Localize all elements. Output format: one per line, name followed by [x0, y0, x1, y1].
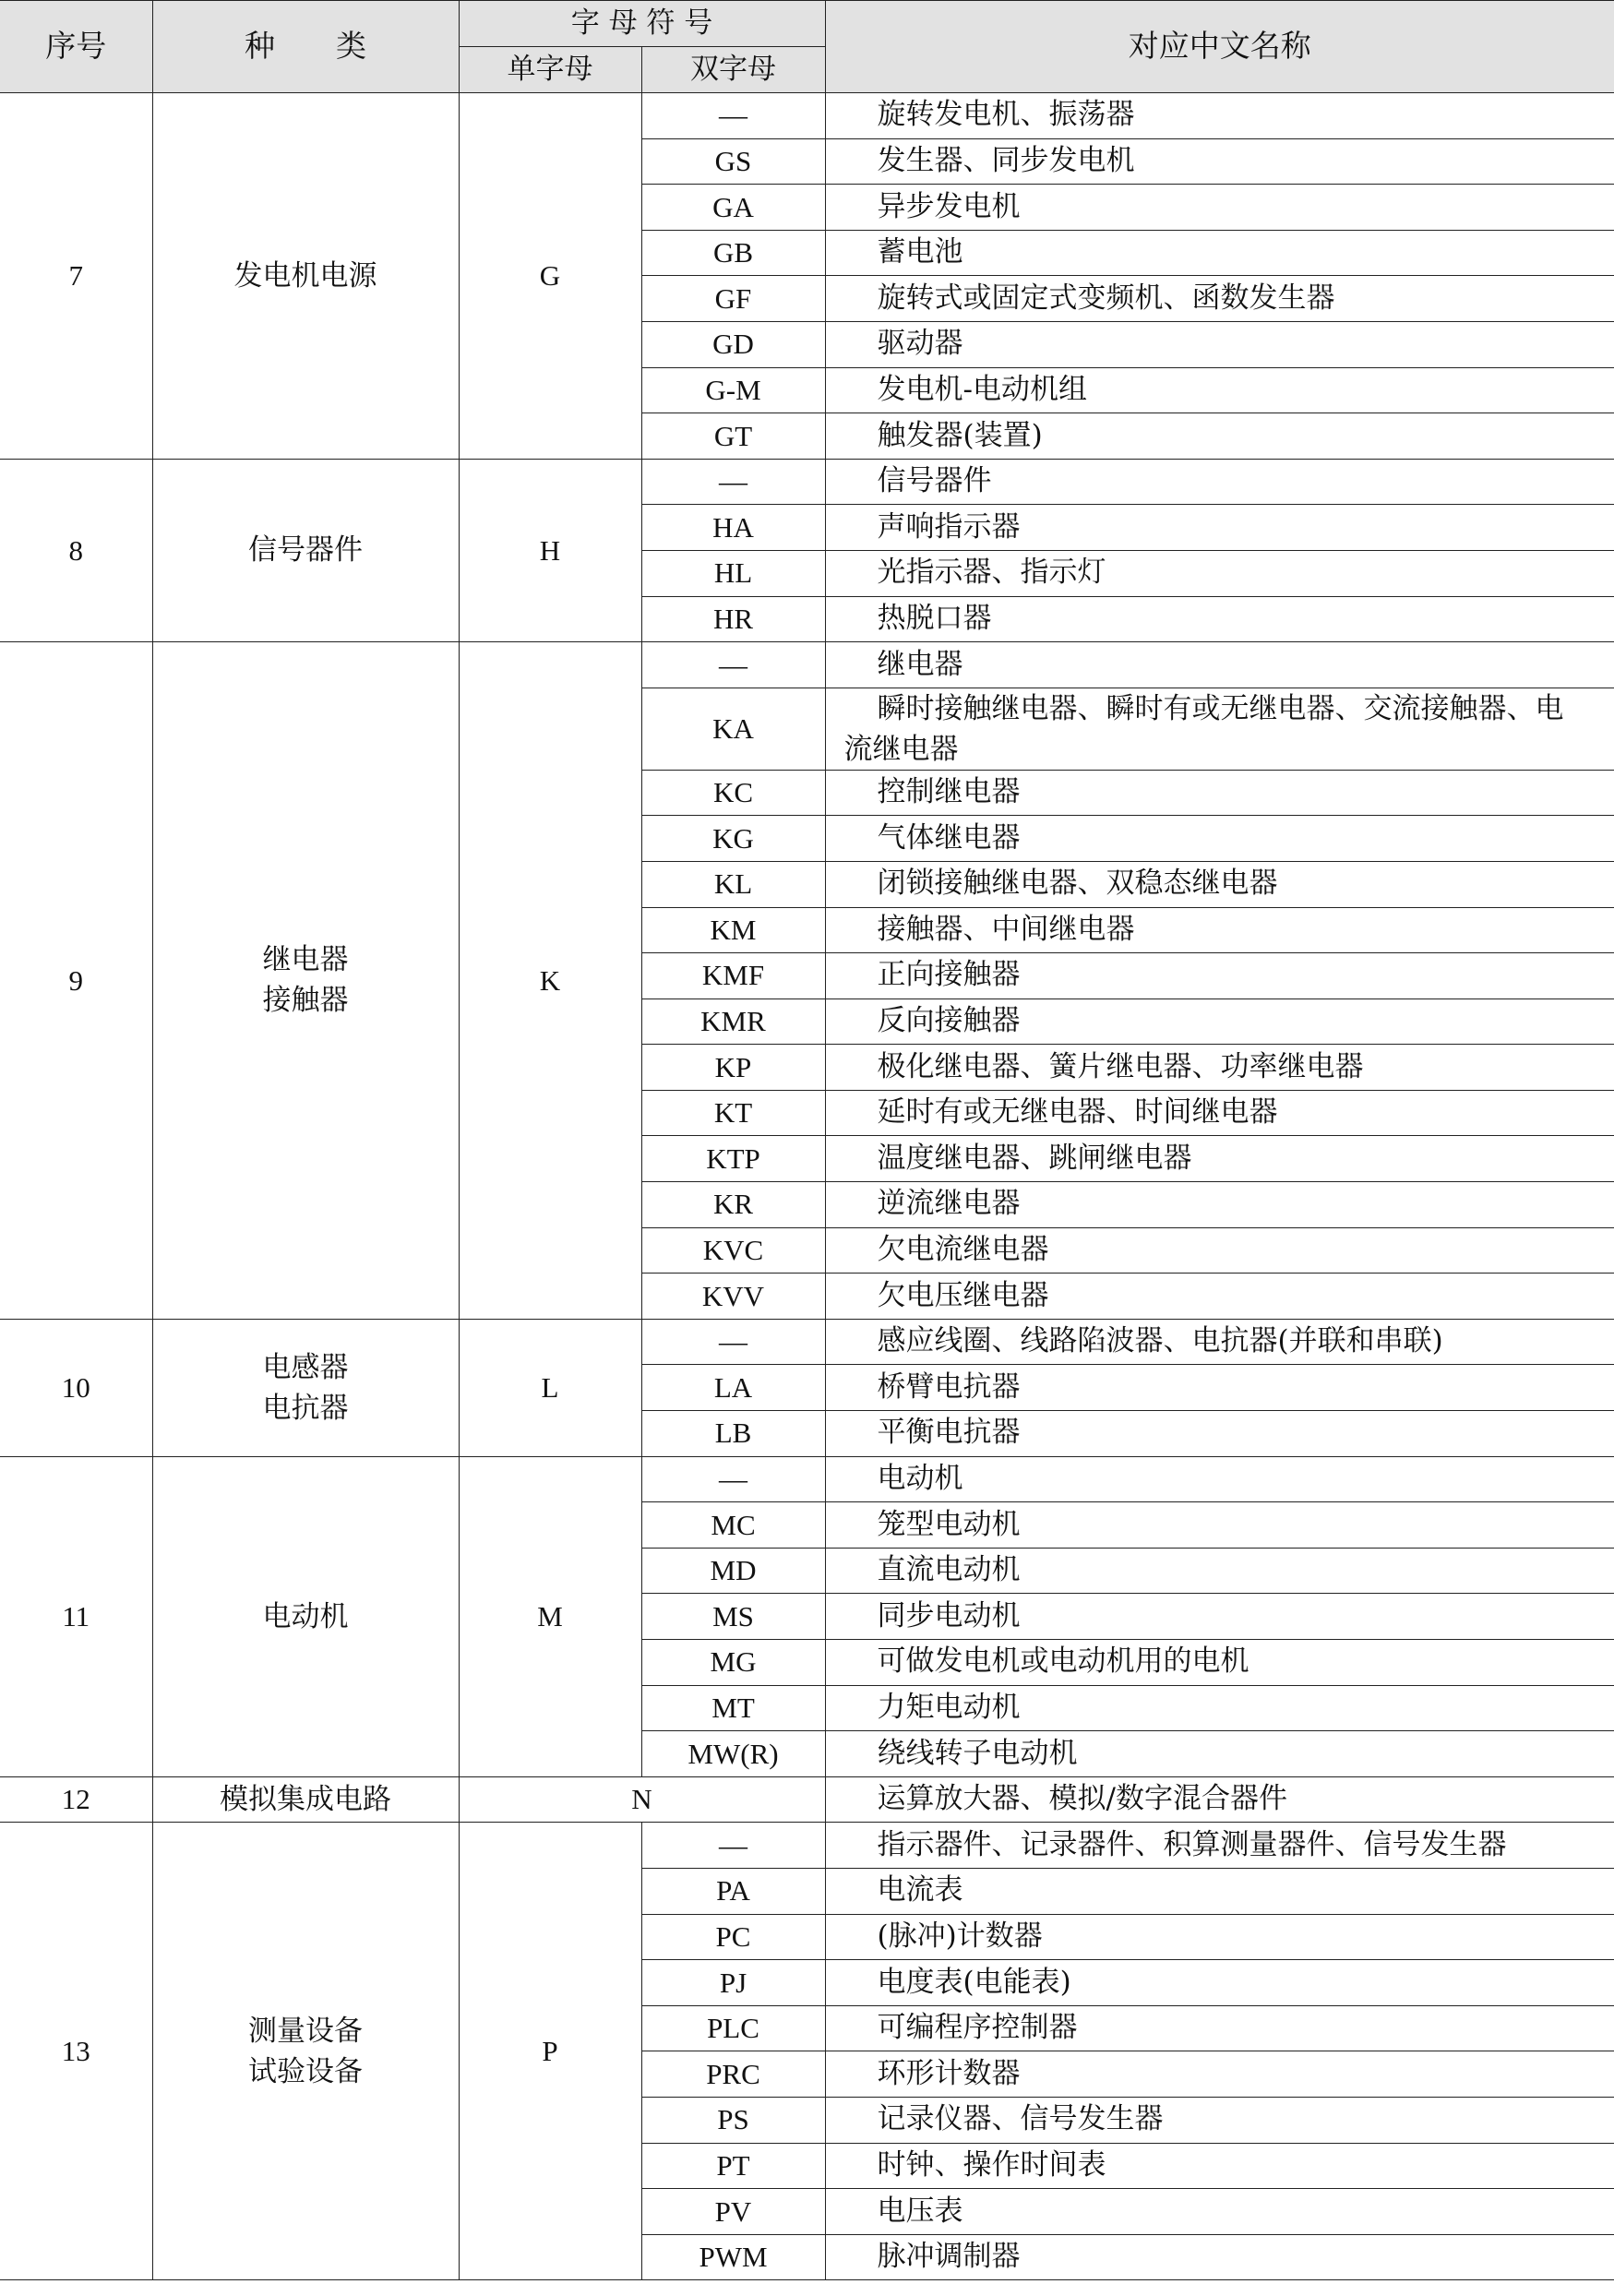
row-double-letter: KT	[641, 1090, 825, 1136]
row-chinese-name-text: 光指示器、指示灯	[877, 556, 1106, 590]
row-double-letter: KMF	[641, 953, 825, 999]
row-chinese-name-text: 电流表	[877, 1873, 963, 1907]
row-type-line: 试验设备	[248, 2054, 363, 2088]
row-type	[152, 1823, 459, 2280]
row-chinese-name	[825, 1731, 1614, 1777]
row-double-letter: MS	[641, 1594, 825, 1640]
row-chinese-name-text: 触发器(装置)	[877, 418, 1043, 452]
row-chinese-name-text: 环形计数器	[877, 2056, 1021, 2090]
row-chinese-name	[825, 505, 1614, 551]
row-chinese-name	[825, 1411, 1614, 1457]
row-type	[152, 1456, 459, 1776]
row-double-letter: GT	[641, 413, 825, 460]
row-type-line: 接触器	[262, 984, 349, 1018]
row-double-letter: PT	[641, 2143, 825, 2189]
row-double-letter: KM	[641, 907, 825, 953]
row-chinese-name	[825, 2097, 1614, 2143]
row-chinese-name	[825, 1274, 1614, 1320]
row-double-letter: KR	[641, 1182, 825, 1228]
row-type	[152, 1319, 459, 1456]
row-chinese-name	[825, 642, 1614, 688]
row-chinese-name	[825, 2051, 1614, 2098]
header-row-top	[0, 1, 1614, 47]
row-chinese-name	[825, 185, 1614, 231]
row-chinese-name	[825, 413, 1614, 460]
row-chinese-name	[825, 1640, 1614, 1686]
row-double-letter: LB	[641, 1411, 825, 1457]
row-chinese-name-text: 极化继电器、簧片继电器、功率继电器	[877, 1049, 1364, 1083]
row-chinese-name	[825, 953, 1614, 999]
row-double-letter: HR	[641, 596, 825, 642]
table-row	[0, 642, 1614, 688]
row-chinese-name	[825, 276, 1614, 322]
row-chinese-name	[825, 1045, 1614, 1091]
row-chinese-name-text: 平衡电抗器	[877, 1416, 1021, 1450]
row-type-line: 电抗器	[262, 1391, 349, 1425]
table-body	[0, 93, 1614, 2280]
header-letter-symbols: 字 母 符 号	[459, 1, 825, 47]
row-chinese-name	[825, 2234, 1614, 2280]
row-chinese-name	[825, 1136, 1614, 1182]
row-double-letter: —	[641, 642, 825, 688]
row-double-letter: PWM	[641, 2234, 825, 2280]
row-double-letter: GD	[641, 321, 825, 367]
row-chinese-name	[825, 816, 1614, 862]
table-row	[0, 1823, 1614, 1869]
row-double-letter: KVC	[641, 1227, 825, 1274]
row-chinese-name-text: 蓄电池	[877, 235, 963, 269]
row-double-letter: KA	[641, 688, 825, 770]
row-double-letter: —	[641, 1319, 825, 1365]
row-double-letter: KL	[641, 861, 825, 907]
header-type: 种 类	[152, 1, 459, 93]
row-chinese-name-text: 反向接触器	[877, 1004, 1021, 1038]
row-chinese-name-text: 闭锁接触继电器、双稳态继电器	[877, 867, 1278, 901]
row-chinese-name-text: 信号器件	[877, 464, 992, 498]
row-double-letter: KVV	[641, 1274, 825, 1320]
row-chinese-name-text: 控制继电器	[877, 775, 1021, 809]
row-chinese-name-text: 脉冲调制器	[877, 2240, 1021, 2274]
row-chinese-name-text: 桥臂电抗器	[877, 1369, 1021, 1404]
row-seq: 8	[0, 459, 152, 641]
row-seq: 9	[0, 642, 152, 1320]
row-chinese-name	[825, 2143, 1614, 2189]
row-chinese-name	[825, 2189, 1614, 2235]
row-chinese-name-text: 运算放大器、模拟/数字混合器件	[877, 1782, 1287, 1816]
row-chinese-name	[825, 1090, 1614, 1136]
row-chinese-name-text: 电动机	[877, 1462, 963, 1495]
row-double-letter: MC	[641, 1502, 825, 1549]
row-double-letter: —	[641, 459, 825, 505]
row-chinese-name-text: 欠电压继电器	[877, 1278, 1049, 1312]
row-type	[152, 93, 459, 460]
row-chinese-name-text: (脉冲)计数器	[877, 1919, 1043, 1953]
row-single-letter: H	[459, 459, 641, 641]
row-double-letter: PJ	[641, 1960, 825, 2006]
row-chinese-name-text: 声响指示器	[877, 509, 1021, 544]
row-single-letter: N	[459, 1776, 825, 1823]
row-chinese-name	[825, 1776, 1614, 1823]
row-chinese-name-text: 欠电流继电器	[877, 1233, 1049, 1267]
row-double-letter: MG	[641, 1640, 825, 1686]
row-chinese-name-text: 旋转式或固定式变频机、函数发生器	[877, 281, 1335, 315]
row-chinese-name	[825, 1456, 1614, 1502]
row-chinese-name	[825, 138, 1614, 185]
row-chinese-name	[825, 1548, 1614, 1594]
row-double-letter: —	[641, 1456, 825, 1502]
row-type-line: 电动机	[262, 1599, 349, 1633]
row-type	[152, 459, 459, 641]
row-chinese-name-text: 热脱口器	[877, 601, 992, 635]
header-single-letter: 单字母	[459, 47, 641, 93]
row-double-letter: PLC	[641, 2005, 825, 2051]
row-chinese-name-text: 发生器、同步发电机	[877, 143, 1135, 177]
row-double-letter: G-M	[641, 367, 825, 413]
row-double-letter: KTP	[641, 1136, 825, 1182]
header-seq: 序号	[0, 1, 152, 93]
row-type-line: 测量设备	[248, 2014, 363, 2048]
row-chinese-name-text: 发电机-电动机组	[877, 372, 1087, 406]
row-chinese-name	[825, 1594, 1614, 1640]
row-double-letter: MT	[641, 1685, 825, 1731]
row-chinese-name-text: 可编程序控制器	[877, 2011, 1078, 2045]
row-chinese-name-text: 电度表(电能表)	[877, 1965, 1071, 1999]
row-double-letter: MD	[641, 1548, 825, 1594]
row-double-letter: GS	[641, 138, 825, 185]
row-double-letter: HA	[641, 505, 825, 551]
row-chinese-name	[825, 1227, 1614, 1274]
row-chinese-name	[825, 861, 1614, 907]
row-chinese-name-text: 电压表	[877, 2194, 963, 2228]
row-double-letter: HL	[641, 550, 825, 596]
row-type-line: 发电机电源	[233, 258, 377, 293]
row-chinese-name	[825, 1960, 1614, 2006]
row-chinese-name-text: 力矩电动机	[877, 1690, 1021, 1724]
row-double-letter: PV	[641, 2189, 825, 2235]
row-chinese-name	[825, 2005, 1614, 2051]
row-chinese-name	[825, 999, 1614, 1045]
row-chinese-name-text: 感应线圈、线路陷波器、电抗器(并联和串联)	[877, 1324, 1443, 1358]
row-chinese-name-text: 绕线转子电动机	[877, 1736, 1078, 1770]
row-chinese-name	[825, 1823, 1614, 1869]
row-chinese-name-text: 异步发电机	[877, 189, 1021, 223]
row-chinese-name-text: 温度继电器、跳闸继电器	[877, 1141, 1192, 1175]
row-chinese-name	[825, 1502, 1614, 1549]
table-row	[0, 1776, 1614, 1823]
row-chinese-name-text: 时钟、操作时间表	[877, 2147, 1106, 2182]
row-chinese-name	[825, 93, 1614, 139]
row-chinese-name-text: 指示器件、记录器件、积算测量器件、信号发生器	[877, 1827, 1507, 1861]
row-chinese-name-text: 瞬时接触继电器、瞬时有或无继电器、交流接触器、电流继电器	[843, 691, 1564, 766]
row-double-letter: PRC	[641, 2051, 825, 2098]
row-chinese-name	[825, 907, 1614, 953]
row-double-letter: KP	[641, 1045, 825, 1091]
row-chinese-name	[825, 459, 1614, 505]
row-single-letter: P	[459, 1823, 641, 2280]
row-chinese-name	[825, 367, 1614, 413]
row-chinese-name	[825, 1868, 1614, 1914]
row-double-letter: GA	[641, 185, 825, 231]
row-chinese-name-text: 直流电动机	[877, 1553, 1021, 1587]
row-single-letter: G	[459, 93, 641, 460]
row-seq: 7	[0, 93, 152, 460]
row-chinese-name-text: 旋转发电机、振荡器	[877, 98, 1135, 132]
row-double-letter: KC	[641, 770, 825, 816]
row-double-letter: —	[641, 93, 825, 139]
row-type-line: 信号器件	[248, 533, 363, 568]
row-chinese-name-text: 正向接触器	[877, 958, 1021, 992]
row-double-letter: PS	[641, 2097, 825, 2143]
row-chinese-name-text: 同步电动机	[877, 1598, 1021, 1632]
row-chinese-name-text: 驱动器	[877, 327, 963, 361]
header-chinese-name: 对应中文名称	[825, 1, 1614, 93]
row-double-letter: —	[641, 1823, 825, 1869]
table-row	[0, 459, 1614, 505]
header-double-letter: 双字母	[641, 47, 825, 93]
row-chinese-name	[825, 1319, 1614, 1365]
row-double-letter: PC	[641, 1914, 825, 1960]
row-chinese-name-text: 记录仪器、信号发生器	[877, 2102, 1164, 2136]
table-row	[0, 93, 1614, 139]
row-seq: 13	[0, 1823, 152, 2280]
row-chinese-name-text: 笼型电动机	[877, 1507, 1021, 1541]
row-chinese-name-text: 逆流继电器	[877, 1187, 1021, 1221]
row-double-letter: MW(R)	[641, 1731, 825, 1777]
row-chinese-name	[825, 230, 1614, 276]
row-type	[152, 1776, 459, 1823]
row-chinese-name-text: 接触器、中间继电器	[877, 912, 1135, 946]
row-chinese-name	[825, 688, 1614, 770]
table-row	[0, 1319, 1614, 1365]
row-chinese-name	[825, 596, 1614, 642]
row-chinese-name-text: 继电器	[877, 647, 963, 681]
row-type-line: 模拟集成电路	[220, 1783, 391, 1817]
row-seq: 11	[0, 1456, 152, 1776]
row-chinese-name	[825, 321, 1614, 367]
row-type-line: 电感器	[262, 1350, 349, 1384]
row-chinese-name-text: 可做发电机或电动机用的电机	[877, 1644, 1249, 1679]
row-double-letter: GF	[641, 276, 825, 322]
row-single-letter: K	[459, 642, 641, 1320]
row-double-letter: LA	[641, 1365, 825, 1411]
row-double-letter: PA	[641, 1868, 825, 1914]
row-seq: 10	[0, 1319, 152, 1456]
row-double-letter: GB	[641, 230, 825, 276]
row-chinese-name	[825, 1182, 1614, 1228]
table-row	[0, 1456, 1614, 1502]
row-type	[152, 642, 459, 1320]
row-chinese-name-text: 气体继电器	[877, 820, 1021, 855]
row-chinese-name	[825, 1914, 1614, 1960]
row-type-line: 继电器	[262, 943, 349, 977]
row-single-letter: L	[459, 1319, 641, 1456]
row-chinese-name	[825, 1685, 1614, 1731]
row-double-letter: KMR	[641, 999, 825, 1045]
row-chinese-name-text: 延时有或无继电器、时间继电器	[877, 1095, 1278, 1130]
row-single-letter: M	[459, 1456, 641, 1776]
row-chinese-name	[825, 1365, 1614, 1411]
row-chinese-name	[825, 770, 1614, 816]
row-chinese-name	[825, 550, 1614, 596]
row-seq: 12	[0, 1776, 152, 1823]
row-double-letter: KG	[641, 816, 825, 862]
